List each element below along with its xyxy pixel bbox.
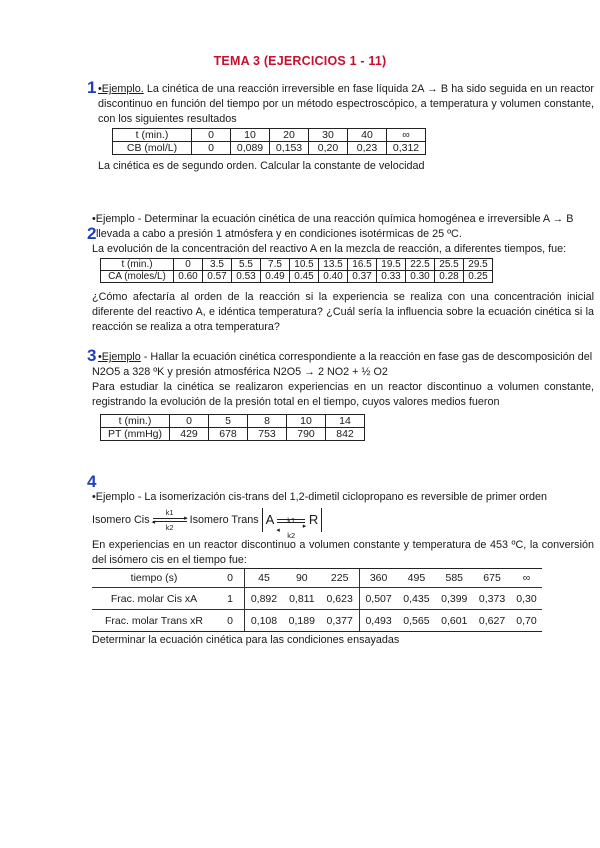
- table-cell: 10: [231, 129, 270, 142]
- table-cell: 0,892: [245, 588, 283, 610]
- exercise-3-number: 3: [87, 346, 97, 365]
- table-cell: 0,153: [270, 142, 309, 155]
- table-cell: 0.45: [290, 271, 319, 283]
- table-cell: 0,373: [473, 588, 511, 610]
- table-cell: 678: [209, 428, 248, 441]
- column-header: 585: [435, 569, 473, 588]
- exercise-1-number: 1: [87, 78, 97, 97]
- table-row: [113, 142, 426, 155]
- exercise-4-table: [92, 568, 542, 632]
- exercise-4-text: En experiencias en un reactor discontinuo a volumen constante y temperatura de 453 ºC, la conversión del isómero cis en el tiempo fue:: [92, 539, 594, 566]
- table-row: [101, 415, 365, 428]
- exercise-4-number: 4: [87, 472, 97, 491]
- table-cell: 0,20: [309, 142, 348, 155]
- table-cell: 0: [216, 610, 245, 632]
- column-header: tiempo (s): [92, 569, 216, 588]
- table-cell: 0,811: [283, 588, 321, 610]
- isomerization-equation: [92, 508, 322, 540]
- table-cell: 0,565: [398, 610, 436, 632]
- species-a: A: [265, 512, 274, 527]
- k2-label: k2: [165, 523, 174, 532]
- column-header: 675: [473, 569, 511, 588]
- table-cell: 0,601: [435, 610, 473, 632]
- table-row: [101, 259, 493, 271]
- row-label: Frac. molar Trans xR: [92, 610, 216, 632]
- table-cell: 0,089: [231, 142, 270, 155]
- table-cell: 3.5: [203, 259, 232, 271]
- table-cell: 0.37: [348, 271, 377, 283]
- table-cell: 842: [326, 428, 365, 441]
- row-label: t (min.): [101, 259, 174, 271]
- table-cell: 0.60: [174, 271, 203, 283]
- trans-isomer-label: Isomero Trans: [189, 513, 259, 526]
- table-cell: 25.5: [435, 259, 464, 271]
- table-cell: 30: [309, 129, 348, 142]
- table-cell: 429: [170, 428, 209, 441]
- table-cell: 0,627: [473, 610, 511, 632]
- table-cell: 10: [287, 415, 326, 428]
- column-header: 90: [283, 569, 321, 588]
- table-cell: 0.49: [261, 271, 290, 283]
- table-cell: 0,399: [435, 588, 473, 610]
- table-cell: 0.33: [377, 271, 406, 283]
- table-cell: 753: [248, 428, 287, 441]
- column-header: 360: [359, 569, 397, 588]
- exercise-4-line1: •Ejemplo - La isomerización cis-trans del 1,2-dimetil ciclopropano es reversible de primer orden: [92, 491, 548, 503]
- table-cell: 0: [192, 129, 231, 142]
- table-cell: 0,623: [321, 588, 359, 610]
- example-label: •Ejemplo.: [98, 83, 144, 95]
- exercise-3-table: [100, 414, 365, 441]
- exercise-3-statement: - Hallar la ecuación cinética correspondiente a la reacción en fase gas de descomposición del: [140, 351, 593, 363]
- exercise-3-line2: N2O5 a 328 ºK y presión atmosférica N2O5 → 2 NO2 + ½ O2: [92, 366, 388, 378]
- cis-isomer-label: Isomero Cis: [92, 513, 150, 526]
- equilibrium-arrow-icon: k1 ▸ ◂ k2: [277, 514, 305, 528]
- table-cell: 29.5: [464, 259, 493, 271]
- row-label: Frac. molar Cis xA: [92, 588, 216, 610]
- table-cell: 0,507: [359, 588, 397, 610]
- table-cell: 0,108: [245, 610, 283, 632]
- species-r: R: [308, 512, 319, 527]
- exercise-1-after: La cinética es de segundo orden. Calcular la constante de velocidad: [98, 160, 425, 172]
- exercise-2-line2: llevada a cabo a presión 1 atmósfera y en condiciones isotérmicas de 25 ºC.: [96, 228, 462, 240]
- table-cell: 0.40: [319, 271, 348, 283]
- row-label: t (min.): [101, 415, 170, 428]
- page-title: TEMA 3 (EJERCICIOS 1 - 11): [213, 54, 387, 68]
- table-cell: 19.5: [377, 259, 406, 271]
- row-label: t (min.): [113, 129, 192, 142]
- table-cell: 5: [209, 415, 248, 428]
- table-cell: 0,30: [511, 588, 542, 610]
- exercise-2-line3: La evolución de la concentración del reactivo A en la mezcla de reacción, a diferentes tiempos, fue:: [92, 243, 567, 255]
- row-label: CB (mol/L): [113, 142, 192, 155]
- k2-label: k2: [287, 530, 296, 540]
- exercise-2-question: ¿Cómo afectaría al orden de la reacción si la experiencia se realiza con una concentración inicial diferente del reactivo A, e idéntica temperatura? ¿Cuál sería la influencia sobre la ecuación cinética si la reacción se realiza a otra temperatura?: [92, 291, 594, 333]
- example-label: •Ejemplo: [98, 351, 141, 363]
- table-cell: ∞: [387, 129, 426, 142]
- exercise-4-after: Determinar la ecuación cinética para las condiciones ensayadas: [92, 634, 400, 646]
- table-cell: 10.5: [290, 259, 319, 271]
- exercise-2-line1: •Ejemplo - Determinar la ecuación cinética de una reacción química homogénea e irreversible A → B: [92, 213, 574, 225]
- table-cell: 20: [270, 129, 309, 142]
- table-cell: 790: [287, 428, 326, 441]
- table-row: [113, 129, 426, 142]
- table-cell: 13.5: [319, 259, 348, 271]
- table-row: [92, 610, 542, 632]
- exercise-2-number: 2: [87, 224, 97, 243]
- exercise-3-line1: [98, 350, 594, 365]
- column-header: 0: [216, 569, 245, 588]
- table-cell: 8: [248, 415, 287, 428]
- k1-label: k1: [165, 508, 174, 517]
- column-header: 45: [245, 569, 283, 588]
- exercise-2-table: [100, 258, 493, 283]
- table-cell: 0,377: [321, 610, 359, 632]
- table-row: [101, 428, 365, 441]
- equilibrium-arrow-icon: k1 ▸ ◂ k2: [151, 508, 188, 532]
- table-cell: 0.57: [203, 271, 232, 283]
- table-cell: 1: [216, 588, 245, 610]
- row-label: CA (moles/L): [101, 271, 174, 283]
- table-cell: 0: [174, 259, 203, 271]
- column-header: 495: [398, 569, 436, 588]
- table-cell: 0,189: [283, 610, 321, 632]
- table-cell: 0,493: [359, 610, 397, 632]
- column-header: ∞: [511, 569, 542, 588]
- table-cell: 7.5: [261, 259, 290, 271]
- table-cell: 0,70: [511, 610, 542, 632]
- exercise-1-text: [98, 82, 594, 127]
- table-cell: 0: [170, 415, 209, 428]
- table-row: [101, 271, 493, 283]
- table-cell: 0.25: [464, 271, 493, 283]
- exercise-3-line3: Para estudiar la cinética se realizaron experiencias en un reactor discontinuo a volumen constante, registrando la evolución de la presión total en el tiempo, cuyos valores medios fueron: [92, 381, 594, 408]
- bracket-equation: [262, 508, 323, 540]
- table-row: [92, 569, 542, 588]
- table-cell: 0,435: [398, 588, 436, 610]
- table-cell: 0.30: [406, 271, 435, 283]
- table-cell: 5.5: [232, 259, 261, 271]
- table-cell: 16.5: [348, 259, 377, 271]
- table-row: [92, 588, 542, 610]
- exercise-1-statement: La cinética de una reacción irreversible en fase líquida 2A → B ha sido seguida en un reactor discontinuo en función del tiempo por un método espectroscópico, a temperatura y volumen constante, con los siguientes resultados: [98, 83, 594, 125]
- exercise-1-table: [112, 128, 426, 155]
- table-cell: 40: [348, 129, 387, 142]
- table-cell: 0,23: [348, 142, 387, 155]
- column-header: 225: [321, 569, 359, 588]
- table-cell: 0.28: [435, 271, 464, 283]
- table-cell: 0.53: [232, 271, 261, 283]
- k1-label: k1: [287, 515, 296, 525]
- table-cell: 0: [192, 142, 231, 155]
- row-label: PT (mmHg): [101, 428, 170, 441]
- table-cell: 22.5: [406, 259, 435, 271]
- table-cell: 0,312: [387, 142, 426, 155]
- table-cell: 14: [326, 415, 365, 428]
